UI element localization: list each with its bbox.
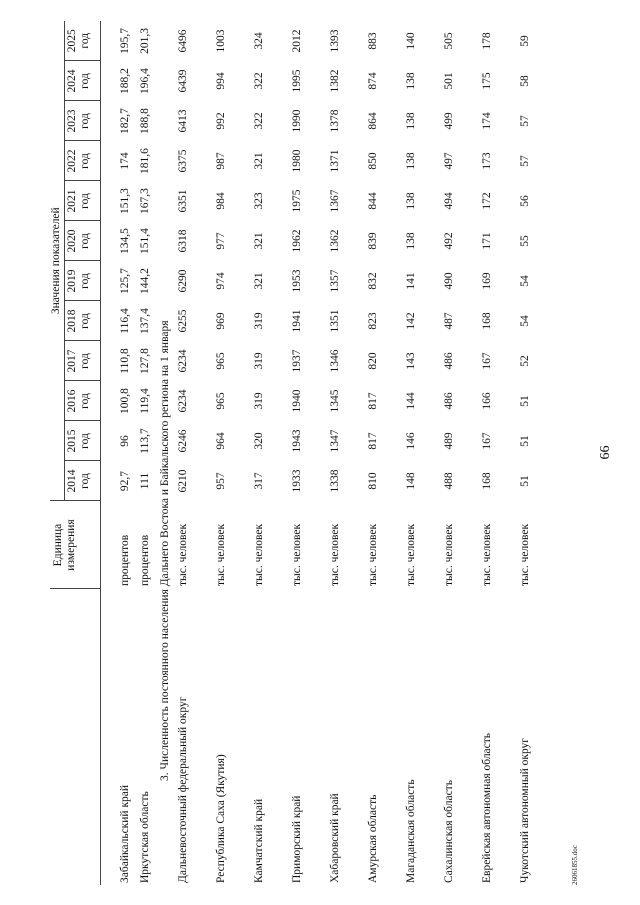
value-cell: 134,5 <box>119 228 132 254</box>
value-cell: 6351 <box>177 189 190 213</box>
year-column-header <box>65 221 101 261</box>
value-cell: 140 <box>405 32 418 50</box>
value-cell: 51 <box>519 475 532 487</box>
value-cell: 58 <box>519 75 532 87</box>
value-cell: 1003 <box>215 29 228 53</box>
value-cell: 6439 <box>177 69 190 93</box>
header-corner-cell <box>50 589 101 885</box>
value-cell: 317 <box>253 472 266 490</box>
table-row <box>443 21 481 885</box>
value-cell: 319 <box>253 352 266 370</box>
value-cell: 174 <box>119 152 132 170</box>
year-value: 2022 <box>66 149 79 173</box>
year-suffix: год <box>79 433 92 449</box>
value-cell: 54 <box>519 275 532 287</box>
year-column-header <box>65 181 101 221</box>
value-cell: 168 <box>481 472 494 490</box>
value-cell: 1371 <box>329 149 342 173</box>
value-cell: 1980 <box>291 149 304 173</box>
value-cell: 1351 <box>329 309 342 333</box>
value-cell: 964 <box>215 432 228 450</box>
value-cell: 181,6 <box>139 148 152 174</box>
table-row <box>139 21 159 885</box>
value-cell: 188,2 <box>119 68 132 94</box>
table-row <box>329 21 367 885</box>
unit-column-header: Единица измерения <box>50 501 101 589</box>
section-title-row <box>159 21 177 885</box>
document-footer-code: 26061855.doc <box>571 845 579 885</box>
unit-cell: тыс. человек <box>215 523 228 586</box>
year-suffix: год <box>79 473 92 489</box>
year-value: 2019 <box>66 269 79 293</box>
value-cell: 864 <box>367 112 380 130</box>
value-cell: 321 <box>253 152 266 170</box>
value-cell: 178 <box>481 32 494 50</box>
value-cell: 6318 <box>177 229 190 253</box>
value-cell: 55 <box>519 235 532 247</box>
value-cell: 51 <box>519 435 532 447</box>
value-cell: 6246 <box>177 429 190 453</box>
value-cell: 844 <box>367 192 380 210</box>
value-cell: 817 <box>367 392 380 410</box>
value-cell: 174 <box>481 112 494 130</box>
value-cell: 138 <box>405 192 418 210</box>
value-cell: 143 <box>405 352 418 370</box>
value-cell: 832 <box>367 272 380 290</box>
value-cell: 175 <box>481 72 494 90</box>
region-name-cell: Хабаровский край <box>329 793 342 883</box>
year-suffix: год <box>79 273 92 289</box>
region-name-cell: Магаданская область <box>405 779 418 883</box>
value-cell: 166 <box>481 392 494 410</box>
value-cell: 138 <box>405 152 418 170</box>
value-cell: 196,4 <box>139 68 152 94</box>
year-value: 2024 <box>66 69 79 93</box>
region-name-cell: Еврейская автономная область <box>481 732 494 883</box>
value-cell: 486 <box>443 392 456 410</box>
value-cell: 499 <box>443 112 456 130</box>
value-cell: 1943 <box>291 429 304 453</box>
value-cell: 492 <box>443 232 456 250</box>
value-cell: 6234 <box>177 349 190 373</box>
value-cell: 6255 <box>177 309 190 333</box>
value-cell: 6413 <box>177 109 190 133</box>
value-cell: 141 <box>405 272 418 290</box>
year-suffix: год <box>79 193 92 209</box>
region-name-cell: Иркутская область <box>139 791 152 883</box>
value-cell: 172 <box>481 192 494 210</box>
value-cell: 6290 <box>177 269 190 293</box>
region-name-cell: Амурская область <box>367 794 380 883</box>
value-cell: 51 <box>519 395 532 407</box>
value-cell: 494 <box>443 192 456 210</box>
value-cell: 319 <box>253 312 266 330</box>
unit-cell: процентов <box>119 534 132 586</box>
value-cell: 6210 <box>177 469 190 493</box>
value-cell: 324 <box>253 32 266 50</box>
value-cell: 6234 <box>177 389 190 413</box>
year-value: 2015 <box>66 429 79 453</box>
value-cell: 992 <box>215 112 228 130</box>
year-column-header <box>65 141 101 181</box>
value-cell: 173 <box>481 152 494 170</box>
unit-cell: тыс. человек <box>405 523 418 586</box>
value-cell: 486 <box>443 352 456 370</box>
value-cell: 839 <box>367 232 380 250</box>
page-number: 66 <box>598 445 613 460</box>
value-cell: 151,3 <box>119 188 132 214</box>
year-column-header <box>65 421 101 461</box>
unit-cell: тыс. человек <box>177 523 190 586</box>
value-cell: 1393 <box>329 29 342 53</box>
value-cell: 817 <box>367 432 380 450</box>
table-row <box>291 21 329 885</box>
value-cell: 52 <box>519 355 532 367</box>
value-cell: 2012 <box>291 29 304 53</box>
table-row <box>119 21 139 885</box>
unit-cell: тыс. человек <box>253 523 266 586</box>
unit-cell: тыс. человек <box>519 523 532 586</box>
spacer-cell <box>101 21 120 885</box>
value-cell: 1345 <box>329 389 342 413</box>
value-cell: 1975 <box>291 189 304 213</box>
year-column-header <box>65 101 101 141</box>
value-cell: 100,8 <box>119 388 132 414</box>
region-name-cell: Дальневосточный федеральный округ <box>177 696 190 883</box>
value-cell: 144,2 <box>139 268 152 294</box>
year-value: 2020 <box>66 229 79 253</box>
value-cell: 110,8 <box>119 348 132 374</box>
header-gap-row <box>101 21 120 885</box>
value-cell: 987 <box>215 152 228 170</box>
data-table-container <box>50 21 557 885</box>
value-cell: 497 <box>443 152 456 170</box>
header-row-top <box>50 21 65 885</box>
value-cell: 820 <box>367 352 380 370</box>
value-cell: 56 <box>519 195 532 207</box>
value-cell: 182,7 <box>119 108 132 134</box>
value-cell: 1347 <box>329 429 342 453</box>
unit-cell: тыс. человек <box>291 523 304 586</box>
year-suffix: год <box>79 32 92 49</box>
value-cell: 323 <box>253 192 266 210</box>
year-column-header <box>65 301 101 341</box>
region-name-cell: Чукотский автономный округ <box>519 737 532 883</box>
value-cell: 127,8 <box>139 348 152 374</box>
year-value: 2014 <box>66 469 79 493</box>
value-cell: 321 <box>253 232 266 250</box>
value-cell: 146 <box>405 432 418 450</box>
year-value: 2016 <box>66 389 79 413</box>
value-cell: 810 <box>367 472 380 490</box>
value-cell: 171 <box>481 232 494 250</box>
year-value: 2021 <box>66 189 79 213</box>
year-value: 2023 <box>66 109 79 133</box>
value-cell: 501 <box>443 72 456 90</box>
value-cell: 151,4 <box>139 228 152 254</box>
value-cell: 487 <box>443 312 456 330</box>
unit-cell: тыс. человек <box>481 523 494 586</box>
year-suffix: год <box>79 73 92 89</box>
value-cell: 1346 <box>329 349 342 373</box>
unit-cell: процентов <box>139 534 152 586</box>
value-cell: 850 <box>367 152 380 170</box>
value-cell: 1941 <box>291 309 304 333</box>
value-cell: 1382 <box>329 69 342 93</box>
value-cell: 138 <box>405 72 418 90</box>
table-row <box>177 21 215 885</box>
indicator-table <box>50 21 557 885</box>
value-cell: 1367 <box>329 189 342 213</box>
table-row <box>367 21 405 885</box>
value-cell: 6375 <box>177 149 190 173</box>
value-cell: 148 <box>405 472 418 490</box>
table-row <box>405 21 443 885</box>
value-cell: 489 <box>443 432 456 450</box>
value-cell: 322 <box>253 112 266 130</box>
year-suffix: год <box>79 153 92 169</box>
value-cell: 319 <box>253 392 266 410</box>
region-name-cell: Республика Саха (Якутия) <box>215 754 228 883</box>
value-cell: 1937 <box>291 349 304 373</box>
region-name-cell: Приморский край <box>291 795 304 883</box>
value-cell: 125,7 <box>119 268 132 294</box>
unit-cell: тыс. человек <box>329 523 342 586</box>
rotated-page <box>50 20 613 885</box>
year-suffix: год <box>79 353 92 369</box>
section-title: 3. Численность постоянного населения Дальнего Востока и Байкальского региона на 1 января <box>159 320 172 781</box>
value-cell: 201,3 <box>139 28 152 54</box>
value-cell: 6496 <box>177 29 190 53</box>
value-cell: 965 <box>215 352 228 370</box>
value-cell: 59 <box>519 35 532 47</box>
table-row <box>519 21 557 885</box>
value-cell: 984 <box>215 192 228 210</box>
value-cell: 957 <box>215 472 228 490</box>
values-group-header: Значения показателей <box>50 21 65 501</box>
value-cell: 1940 <box>291 389 304 413</box>
value-cell: 1338 <box>329 469 342 493</box>
year-suffix: год <box>79 233 92 249</box>
unit-cell: тыс. человек <box>367 523 380 586</box>
value-cell: 505 <box>443 32 456 50</box>
value-cell: 1953 <box>291 269 304 293</box>
value-cell: 167 <box>481 352 494 370</box>
value-cell: 490 <box>443 272 456 290</box>
value-cell: 92,7 <box>119 470 132 492</box>
value-cell: 144 <box>405 392 418 410</box>
value-cell: 167,3 <box>139 188 152 214</box>
value-cell: 138 <box>405 112 418 130</box>
value-cell: 969 <box>215 312 228 330</box>
value-cell: 116,4 <box>119 308 132 334</box>
year-column-header <box>65 61 101 101</box>
value-cell: 168 <box>481 312 494 330</box>
value-cell: 1357 <box>329 269 342 293</box>
value-cell: 113,7 <box>139 428 152 454</box>
value-cell: 169 <box>481 272 494 290</box>
table-row <box>215 21 253 885</box>
value-cell: 111 <box>139 472 152 490</box>
year-suffix: год <box>79 113 92 129</box>
value-cell: 977 <box>215 232 228 250</box>
value-cell: 57 <box>519 115 532 127</box>
year-column-header <box>65 261 101 301</box>
value-cell: 167 <box>481 432 494 450</box>
value-cell: 57 <box>519 155 532 167</box>
unit-cell: тыс. человек <box>443 523 456 586</box>
value-cell: 322 <box>253 72 266 90</box>
value-cell: 138 <box>405 232 418 250</box>
value-cell: 321 <box>253 272 266 290</box>
table-row <box>481 21 519 885</box>
table-row <box>253 21 291 885</box>
region-name-cell: Камчатский край <box>253 798 266 883</box>
value-cell: 874 <box>367 72 380 90</box>
year-column-header <box>65 341 101 381</box>
year-column-header <box>65 21 101 61</box>
value-cell: 1362 <box>329 229 342 253</box>
value-cell: 54 <box>519 315 532 327</box>
year-value: 2018 <box>66 309 79 333</box>
year-column-header <box>65 381 101 421</box>
year-value: 2017 <box>66 349 79 373</box>
year-suffix: год <box>79 393 92 409</box>
value-cell: 823 <box>367 312 380 330</box>
value-cell: 188,8 <box>139 108 152 134</box>
value-cell: 965 <box>215 392 228 410</box>
year-suffix: год <box>79 313 92 329</box>
value-cell: 119,4 <box>139 388 152 414</box>
value-cell: 195,7 <box>119 28 132 54</box>
year-value: 2025 <box>66 29 79 53</box>
value-cell: 994 <box>215 72 228 90</box>
value-cell: 974 <box>215 272 228 290</box>
value-cell: 1933 <box>291 469 304 493</box>
value-cell: 1995 <box>291 69 304 93</box>
value-cell: 142 <box>405 312 418 330</box>
region-name-cell: Забайкальский край <box>119 784 132 883</box>
value-cell: 96 <box>119 435 132 447</box>
value-cell: 1378 <box>329 109 342 133</box>
value-cell: 320 <box>253 432 266 450</box>
year-column-header <box>65 461 101 501</box>
value-cell: 1990 <box>291 109 304 133</box>
value-cell: 488 <box>443 472 456 490</box>
value-cell: 883 <box>367 32 380 50</box>
region-name-cell: Сахалинская область <box>443 780 456 883</box>
value-cell: 1962 <box>291 229 304 253</box>
value-cell: 137,4 <box>139 308 152 334</box>
